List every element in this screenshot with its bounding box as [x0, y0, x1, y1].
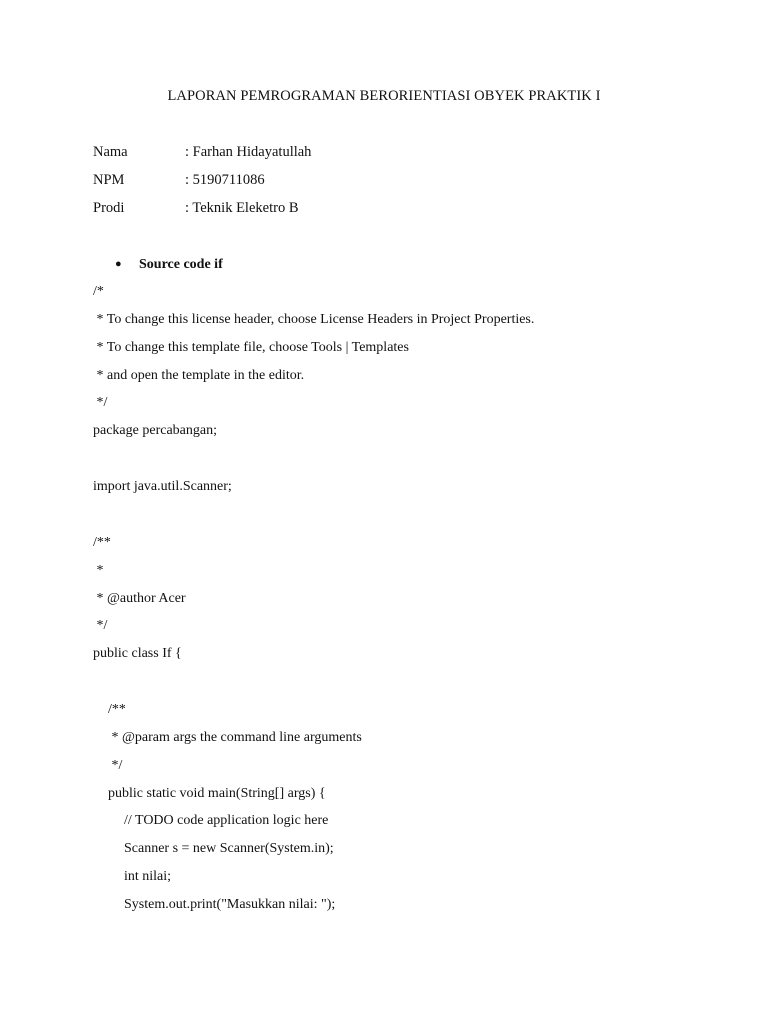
code-line: /** [93, 535, 111, 550]
code-line: System.out.print("Masukkan nilai: "); [124, 897, 336, 912]
code-line: * To change this license header, choose License Headers in Project Properties. [93, 312, 535, 327]
info-label: Nama [93, 144, 128, 160]
code-line: * To change this template file, choose Tools | Templates [93, 340, 409, 355]
code-line: int nilai; [124, 869, 172, 884]
info-row-nama [93, 142, 311, 162]
code-line: /** [108, 702, 126, 717]
code-line: import java.util.Scanner; [93, 479, 232, 494]
bullet-icon: ● [115, 258, 122, 270]
code-line: * and open the template in the editor. [93, 368, 305, 383]
info-value: : 5190711086 [185, 172, 265, 188]
code-line: // TODO code application logic here [124, 813, 329, 828]
code-line: Scanner s = new Scanner(System.in); [124, 841, 334, 856]
section-heading-text: Source code if [139, 257, 223, 272]
info-row-npm [93, 170, 265, 190]
info-row-prodi [93, 198, 299, 218]
info-value: : Teknik Eleketro B [185, 200, 299, 216]
code-line: */ [93, 618, 108, 633]
code-line: * @author Acer [93, 591, 186, 606]
code-line: public class If { [93, 646, 182, 661]
code-line: public static void main(String[] args) { [108, 786, 326, 801]
code-line: * [93, 563, 104, 578]
code-line: */ [93, 395, 108, 410]
info-label: Prodi [93, 200, 125, 216]
info-value: : Farhan Hidayatullah [185, 144, 312, 160]
code-line: * @param args the command line arguments [108, 730, 362, 745]
info-label: NPM [93, 172, 125, 188]
section-heading [115, 254, 223, 275]
document-title: LAPORAN PEMROGRAMAN BERORIENTIASI OBYEK PRAKTIK I [167, 88, 601, 104]
code-line: package percabangan; [93, 423, 217, 438]
code-line: */ [108, 758, 123, 773]
code-line: /* [93, 284, 104, 299]
